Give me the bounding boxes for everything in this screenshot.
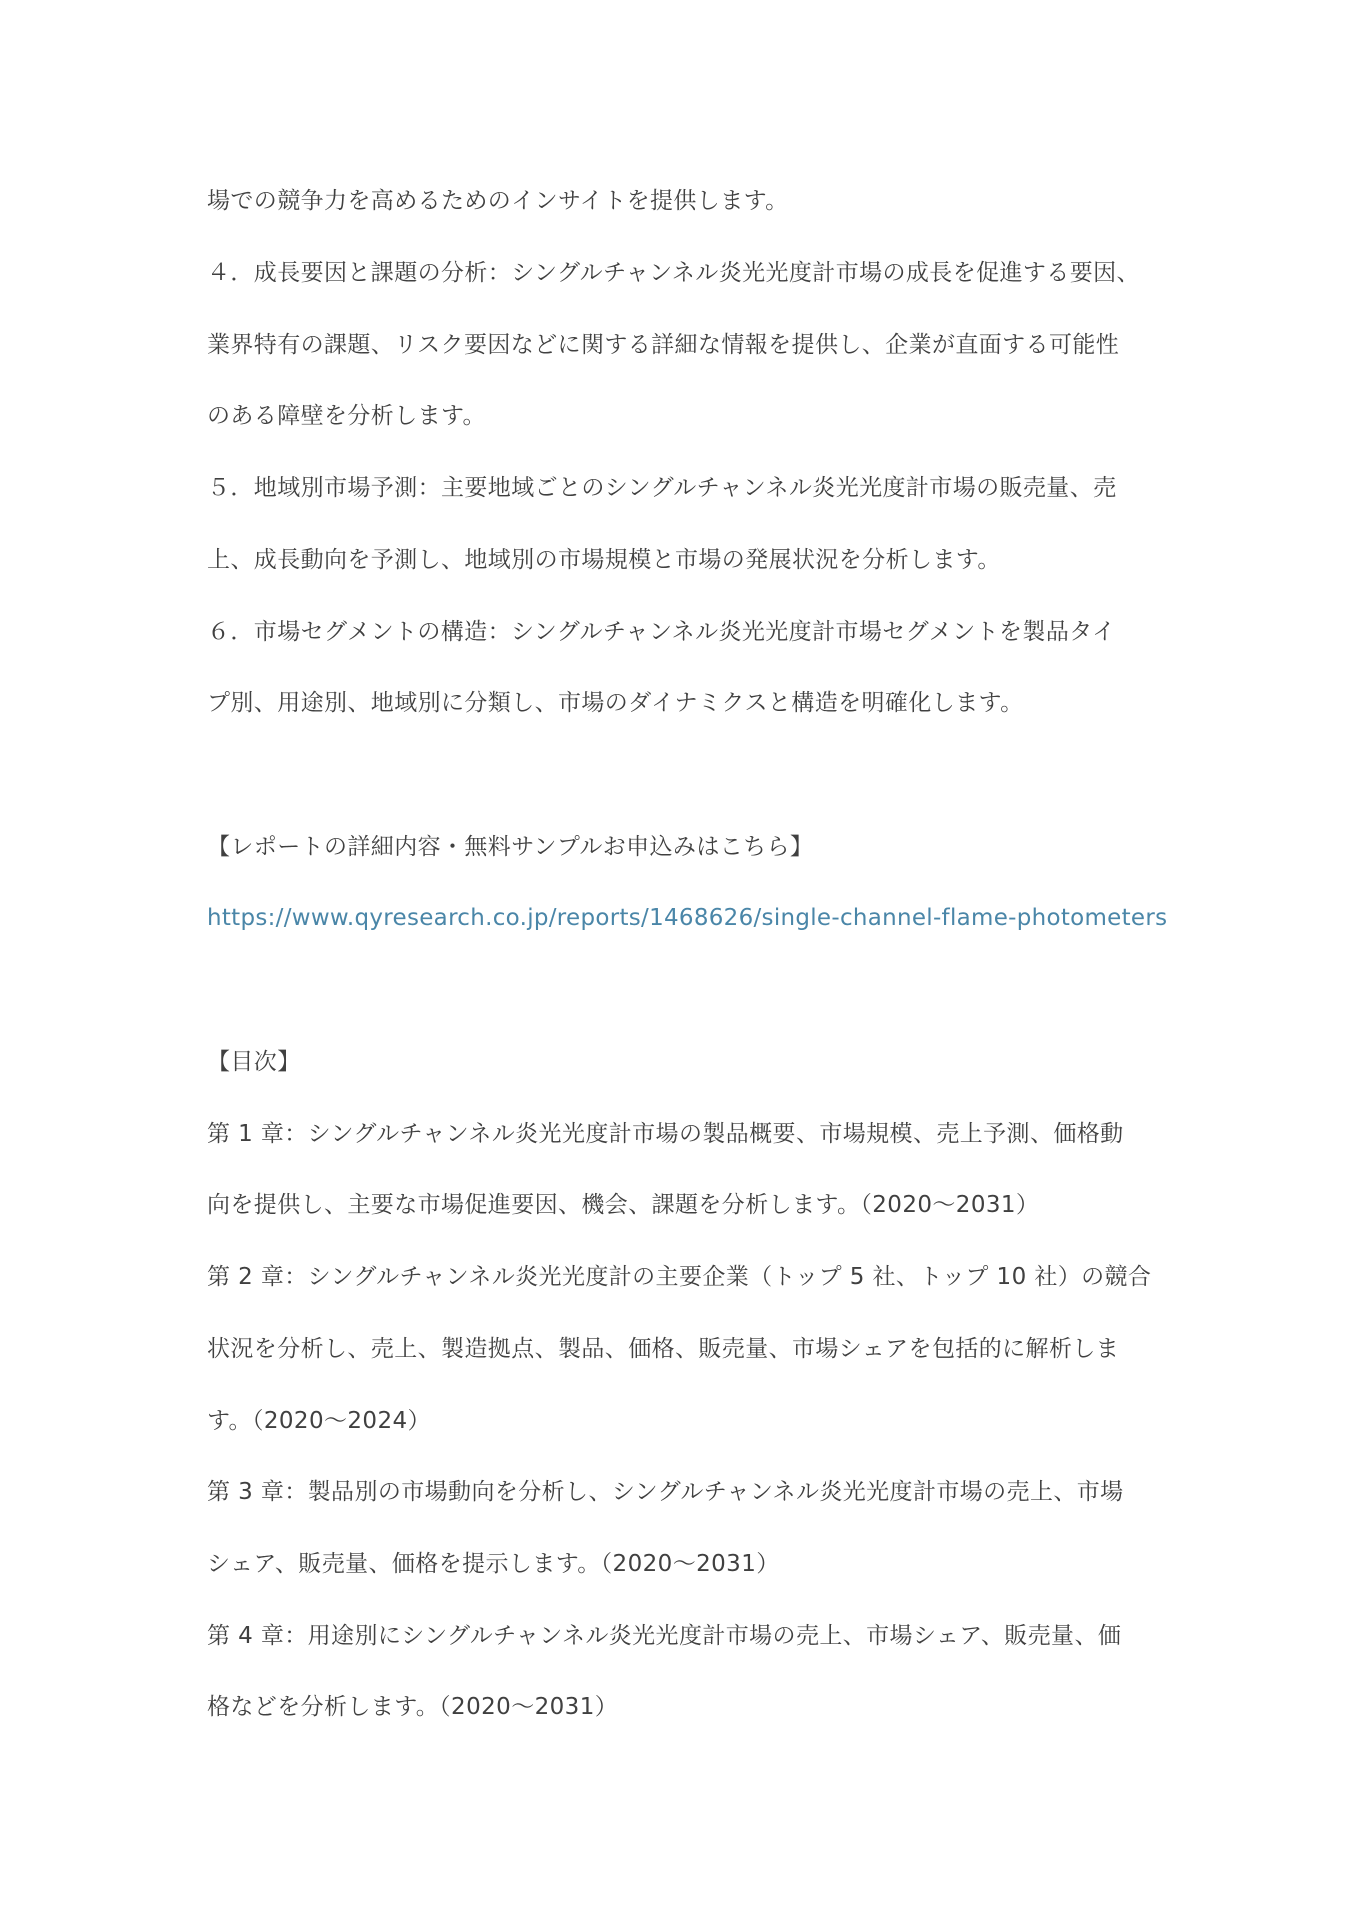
body-line: ４．成長要因と課題の分析：シングルチャンネル炎光光度計市場の成長を促進する要因、 [207, 260, 1140, 286]
body-line: ６．市場セグメントの構造：シングルチャンネル炎光光度計市場セグメントを製品タイ [207, 619, 1116, 645]
toc-line: 第 2 章：シングルチャンネル炎光光度計の主要企業（トップ 5 社、トップ 10 社）の競合 [207, 1264, 1152, 1290]
body-line: 上、成長動向を予測し、地域別の市場規模と市場の発展状況を分析します。 [207, 547, 1001, 573]
toc-line: 向を提供し、主要な市場促進要因、機会、課題を分析します。（2020～2031） [207, 1192, 1040, 1218]
body-line: のある障壁を分析します。 [207, 403, 486, 429]
report-link-heading: 【レポートの詳細内容・無料サンプルお申込みはこちら】 [207, 834, 814, 860]
body-line: 業界特有の課題、リスク要因などに関する詳細な情報を提供し、企業が直面する可能性 [207, 332, 1120, 358]
report-link[interactable]: https://www.qyresearch.co.jp/reports/1468626/single-channel-flame-photometers [207, 905, 1168, 931]
toc-line: 格などを分析します。（2020～2031） [207, 1694, 619, 1720]
body-line: 場での競争力を高めるためのインサイトを提供します。 [207, 188, 789, 214]
toc-line: シェア、販売量、価格を提示します。（2020～2031） [207, 1551, 780, 1577]
body-line: プ別、用途別、地域別に分類し、市場のダイナミクスと構造を明確化します。 [207, 690, 1024, 716]
body-line: ５．地域別市場予測：主要地域ごとのシングルチャンネル炎光光度計市場の販売量、売 [207, 475, 1117, 501]
toc-line: 状況を分析し、売上、製造拠点、製品、価格、販売量、市場シェアを包括的に解析しま [207, 1336, 1120, 1362]
toc-heading: 【目次】 [207, 1049, 301, 1075]
toc-line: 第 4 章：用途別にシングルチャンネル炎光光度計市場の売上、市場シェア、販売量、価 [207, 1623, 1122, 1649]
toc-line: す。（2020～2024） [207, 1408, 431, 1434]
toc-line: 第 1 章：シングルチャンネル炎光光度計市場の製品概要、市場規模、売上予測、価格動 [207, 1121, 1124, 1147]
toc-line: 第 3 章：製品別の市場動向を分析し、シングルチャンネル炎光光度計市場の売上、市場 [207, 1479, 1124, 1505]
document-page [207, 0, 1167, 1920]
